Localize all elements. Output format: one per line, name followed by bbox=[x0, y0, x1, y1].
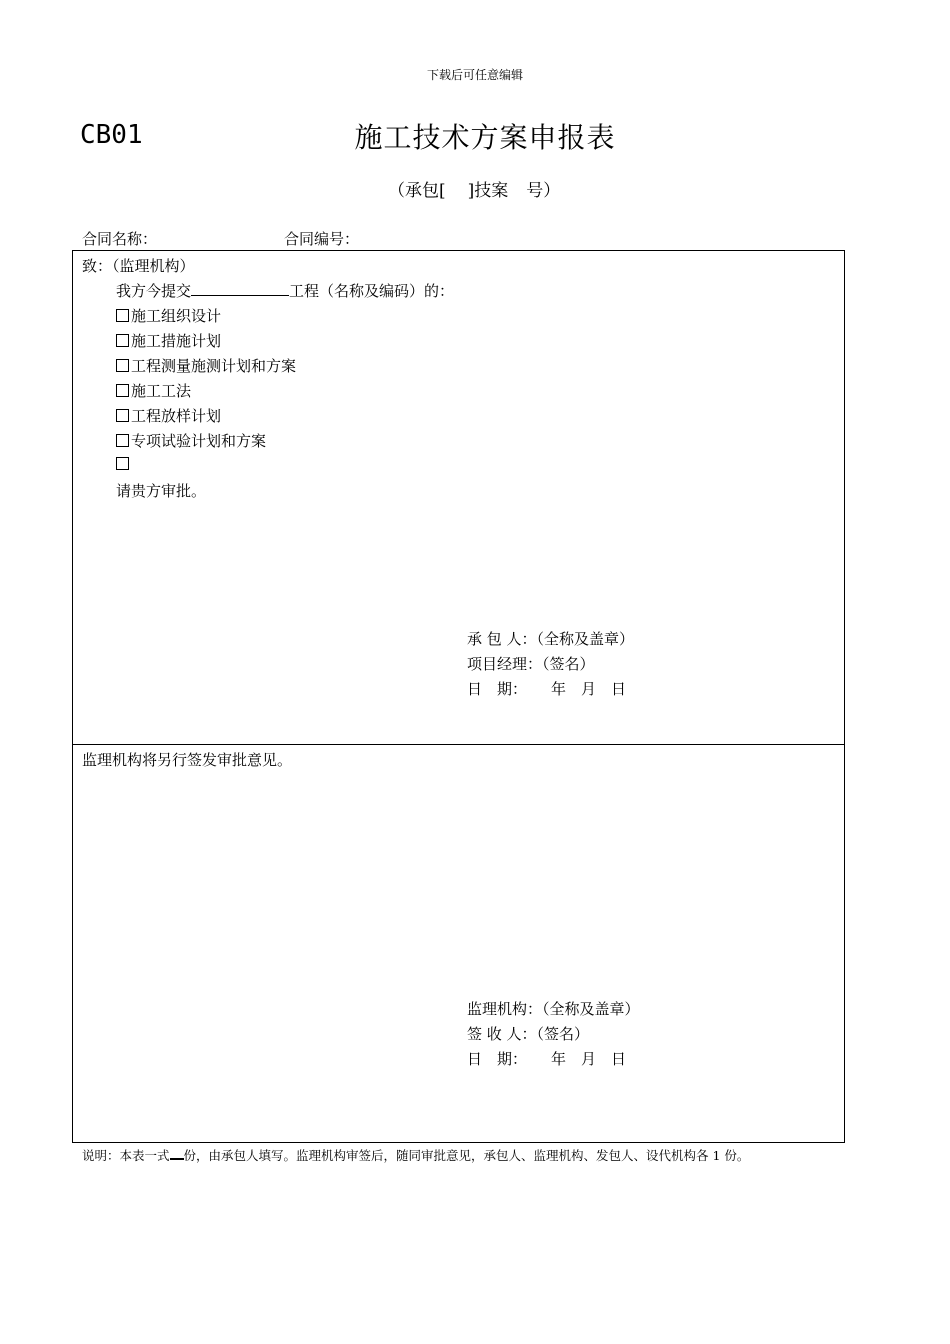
footer-prefix: 说明：本表一式 bbox=[82, 1148, 170, 1163]
checkbox[interactable] bbox=[116, 359, 129, 372]
date-label: 日 期： bbox=[467, 680, 528, 698]
submit-prefix: 我方今提交 bbox=[116, 282, 192, 300]
option-item bbox=[116, 355, 296, 376]
checkbox[interactable] bbox=[116, 334, 129, 347]
option-item bbox=[116, 405, 221, 426]
option-item bbox=[116, 430, 266, 451]
option-label: 施工措施计划 bbox=[131, 332, 222, 350]
option-label: 施工工法 bbox=[131, 382, 192, 400]
contract-name-label: 合同名称： bbox=[82, 230, 158, 248]
option-label: 工程测量施测计划和方案 bbox=[131, 357, 297, 375]
option-item bbox=[116, 380, 191, 401]
page-title: 施工技术方案申报表 bbox=[354, 121, 616, 154]
option-item bbox=[116, 305, 221, 326]
manager-sign: 项目经理：（签名） bbox=[467, 655, 595, 673]
subtitle-close: 号） bbox=[526, 181, 561, 201]
option-label: 专项试验计划和方案 bbox=[131, 432, 267, 450]
checkbox[interactable] bbox=[116, 309, 129, 322]
form-code: CB01 bbox=[80, 120, 143, 150]
contract-number-label: 合同编号： bbox=[284, 230, 360, 248]
option-item bbox=[116, 455, 131, 473]
project-name-blank[interactable] bbox=[191, 281, 289, 296]
contractor-sign: 承 包 人：（全称及盖章） bbox=[467, 630, 635, 648]
opinion-line: 监理机构将另行签发审批意见。 bbox=[82, 751, 293, 769]
to-line: 致：（监理机构） bbox=[82, 257, 195, 275]
checkbox[interactable] bbox=[116, 384, 129, 397]
submit-line bbox=[116, 280, 454, 301]
approval-section bbox=[72, 744, 845, 1143]
submit-suffix: 工程（名称及编码）的： bbox=[289, 282, 455, 300]
subtitle bbox=[388, 176, 560, 201]
checkbox[interactable] bbox=[116, 434, 129, 447]
option-item bbox=[116, 330, 221, 351]
subtitle-mid: ]技案 bbox=[467, 181, 509, 201]
option-label: 施工组织设计 bbox=[131, 307, 222, 325]
option-label: 工程放样计划 bbox=[131, 407, 222, 425]
footer-note bbox=[82, 1146, 749, 1164]
subtitle-open: （承包[ bbox=[388, 181, 446, 201]
footer-suffix: 份，由承包人填写。监理机构审签后，随同审批意见，承包人、监理机构、发包人、设代机构各 1 份。 bbox=[183, 1148, 750, 1163]
request-line: 请贵方审批。 bbox=[116, 482, 207, 500]
checkbox[interactable] bbox=[116, 457, 129, 470]
receiver-sign: 签 收 人：（签名） bbox=[467, 1025, 590, 1043]
date-label: 日 期： bbox=[467, 1050, 528, 1068]
date-value: 年 月 日 bbox=[551, 1050, 627, 1068]
header-note: 下载后可任意编辑 bbox=[426, 68, 523, 82]
copies-blank[interactable] bbox=[170, 1147, 184, 1160]
agency-sign: 监理机构：（全称及盖章） bbox=[467, 1000, 640, 1018]
checkbox[interactable] bbox=[116, 409, 129, 422]
date-value: 年 月 日 bbox=[551, 680, 627, 698]
